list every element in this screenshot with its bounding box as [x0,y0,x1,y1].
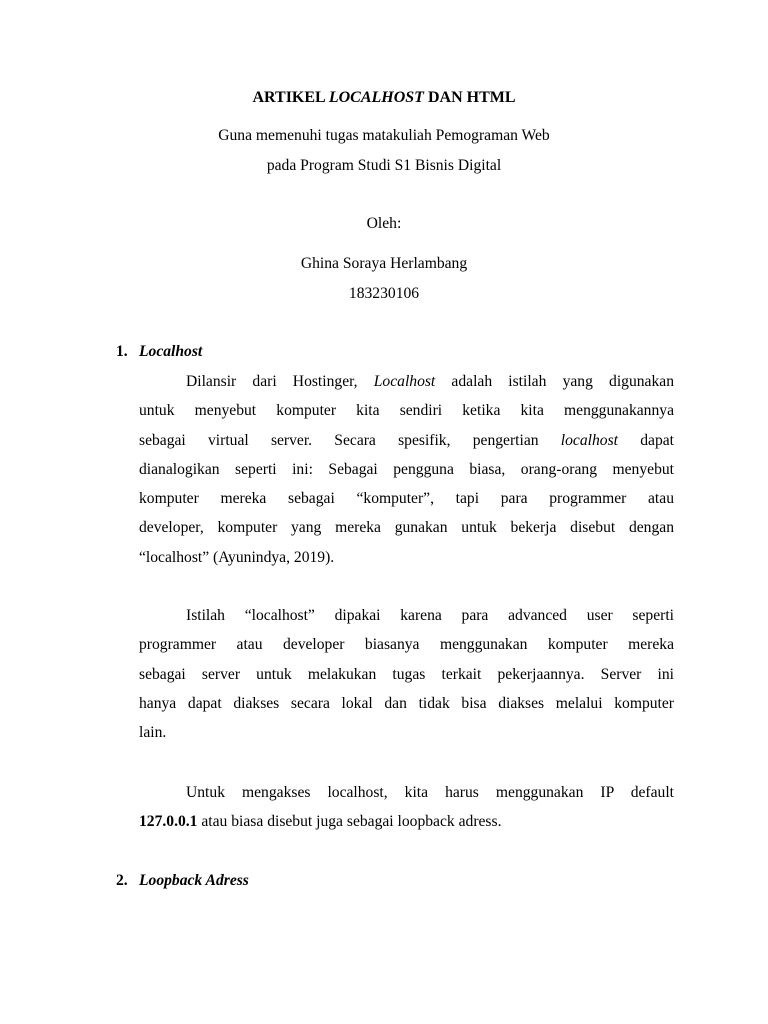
document-title [0,87,768,109]
section-heading-1 [116,341,202,363]
paragraph-line: sebagai server untuk melakukan tugas terkait pekerjaannya. Server ini [139,665,674,683]
paragraph-line: 127.0.0.1 atau biasa disebut juga sebagai loopback adress. [139,813,502,831]
by-label: Oleh: [366,215,402,232]
paragraph-line: hanya dapat diakses secara lokal dan tidak bisa diakses melalui komputer [139,694,674,712]
student-id: 183230106 [348,285,420,302]
paragraph-line: lain. [139,724,167,742]
paragraph-line: Dilansir dari Hostinger, Localhost adalah istilah yang digunakan [186,373,674,390]
section-heading-2 [116,870,249,892]
paragraph-line: dianalogikan seperti ini: Sebagai pengguna biasa, orang-orang menyebut [139,460,674,478]
paragraph-line: “localhost” (Ayunindya, 2019). [139,548,335,566]
paragraph-localhost-access [139,778,674,837]
paragraph-localhost-definition [139,367,674,572]
title-prefix: ARTIKEL [252,89,329,106]
paragraph-line: developer, komputer yang mereka gunakan untuk bekerja disebut dengan [139,519,674,537]
paragraph-line: sebagai virtual server. Secara spesifik, pengertian localhost dapat [139,431,674,449]
subtitle-line-1: Guna memenuhi tugas matakuliah Pemograman Web [218,127,550,144]
paragraph-localhost-usage [139,601,674,747]
title-italic-word: LOCALHOST [328,89,424,106]
ip-address: 127.0.0.1 [139,813,198,831]
section-number: 2. [116,872,128,889]
paragraph-line: Istilah “localhost” dipakai karena para advanced user seperti [186,607,674,624]
section-title: Loopback Adress [139,872,249,889]
paragraph-line: programmer atau developer biasanya menggunakan komputer mereka [139,636,674,654]
title-suffix: DAN HTML [423,89,516,106]
author-name: Ghina Soraya Herlambang [300,255,468,272]
paragraph-line: untuk menyebut komputer kita sendiri ketika kita menggunakannya [139,402,674,420]
paragraph-line: komputer mereka sebagai “komputer”, tapi para programmer atau [139,490,674,508]
section-title: Localhost [139,343,203,360]
subtitle-line-2: pada Program Studi S1 Bisnis Digital [266,157,502,174]
paragraph-line: Untuk mengakses localhost, kita harus menggunakan IP default [186,784,674,801]
section-number: 1. [116,343,128,360]
